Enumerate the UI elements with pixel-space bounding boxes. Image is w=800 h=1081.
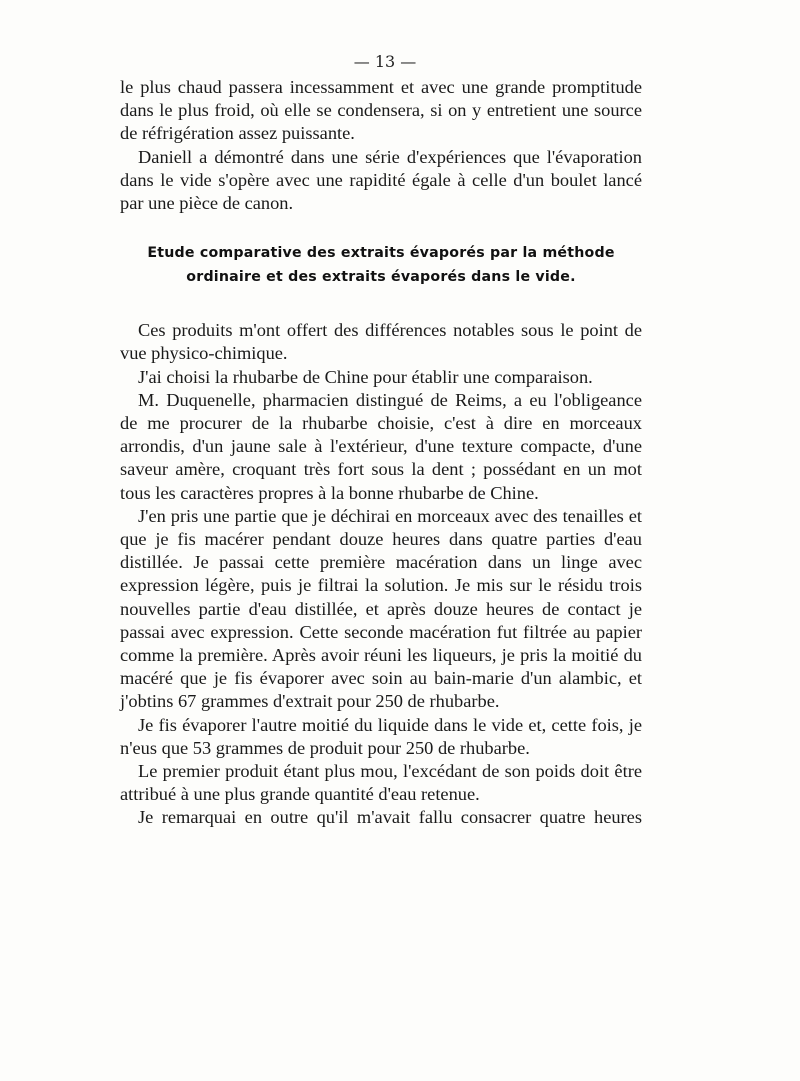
paragraph-daniell: Daniell a démontré dans une série d'expériences que l'évaporation dans le vide s'opère avec une rapidité égale à celle d'un boulet lancé par une pièce de canon. bbox=[120, 146, 642, 214]
paragraph-maceration: J'en pris une partie que je déchirai en morceaux avec des tenailles et que je fis macérer pendant douze heures dans quatre parties d'eau distillée. Je passai cette première macération dans un linge avec expression légère, puis je filtrai la solution. Je mis sur le résidu trois nouvelles partie d'eau distillée, et après douze heures de contact je passai avec expression. Cette seconde macération fut filtrée au papier comme la première. Après avoir réuni les liqueurs, je pris la moitié du macéré que je fis évaporer avec soin au bain-marie d'un alambic, et j'obtins 67 grammes d'extrait pour 250 de rhubarbe. bbox=[120, 505, 642, 712]
section-heading-line-2: ordinaire et des extraits évaporés dans le vide. bbox=[186, 269, 576, 286]
body-text bbox=[120, 76, 642, 830]
paragraph-choice: J'ai choisi la rhubarbe de Chine pour établir une comparaison. bbox=[138, 366, 593, 387]
paragraph-vacuum: Je fis évaporer l'autre moitié du liquide dans le vide et, cette fois, je n'eus que 53 grammes de produit pour 250 de rhubarbe. bbox=[120, 714, 642, 758]
section-heading bbox=[120, 241, 642, 289]
paragraph-first-product: Le premier produit étant plus mou, l'excédant de son poids doit être attribué à une plus grande quantité d'eau retenue. bbox=[120, 761, 642, 805]
paragraph-products: Ces produits m'ont offert des différences notables sous le point de vue physico-chimique. bbox=[120, 320, 642, 364]
section-heading-line-1: Etude comparative des extraits évaporés par la méthode bbox=[147, 245, 615, 262]
paragraph-remark: Je remarquai en outre qu'il m'avait fallu consacrer quatre heures bbox=[138, 807, 642, 828]
paragraph-continuation: le plus chaud passera incessamment et avec une grande promptitude dans le plus froid, où elle se condensera, si on y entretient une source de réfrigération assez puissante. bbox=[120, 77, 642, 144]
page-number: — 13 — bbox=[353, 52, 417, 71]
paragraph-duquenelle: M. Duquenelle, pharmacien distingué de Reims, a eu l'obligeance de me procurer de la rhubarbe choisie, c'est à dire en morceaux arrondis, d'un jaune sale à l'extérieur, d'une texture compacte, d'une saveur amère, croquant très fort sous la dent ; possédant en un mot tous les caractères propres à la bonne rhubarbe de Chine. bbox=[120, 389, 642, 503]
